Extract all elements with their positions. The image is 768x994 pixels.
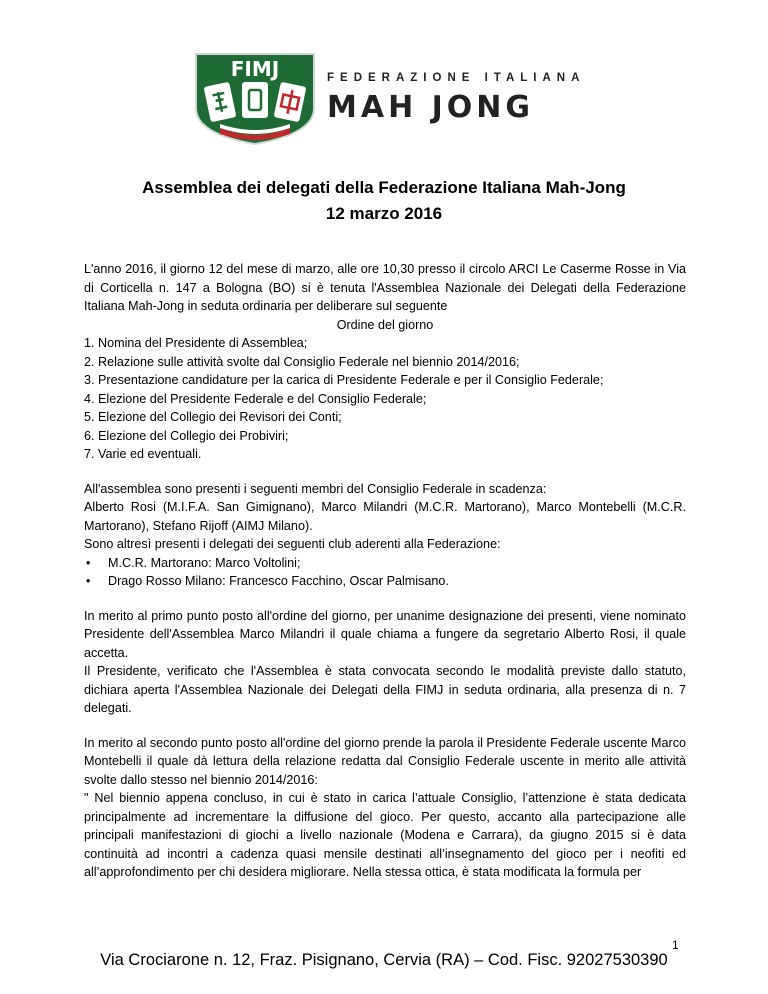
members-list: Alberto Rosi (M.I.F.A. San Gimignano), Marco Milandri (M.C.R. Martorano), Marco Montebelli (M.C.R. Martorano), Stefano Rijoff (AIMJ Milano). [84, 500, 686, 533]
logo-badge-text: FIMJ [230, 57, 280, 81]
first-point-paragraph: In merito al primo punto posto all'ordine del giorno, per unanime designazione dei presenti, viene nominato Presidente dell'Assemblea Marco Milandri il quale chiama a fungere da segretario Alberto Rosi, il quale accetta. [84, 608, 686, 660]
agenda-item: 5. Elezione del Collegio dei Revisori dei Conti; [84, 410, 342, 424]
agenda-item: 3. Presentazione candidature per la carica di Presidente Federale e per il Consiglio Federale; [84, 373, 604, 387]
list-item: • M.C.R. Martorano: Marco Voltolini; [84, 554, 686, 573]
logo-name: MAH JONG [327, 90, 535, 125]
agenda-item: 6. Elezione del Collegio dei Probiviri; [84, 428, 289, 443]
logo-subtitle: FEDERAZIONE ITALIANA [327, 72, 586, 84]
agenda-item: 1. Nomina del Presidente di Assemblea; [84, 336, 308, 350]
delegates-list [84, 554, 686, 591]
report-quote-paragraph: " Nel biennio appena concluso, in cui è stato in carica l’attuale Consiglio, l’attenzione è stata dedicata principalmente ad incrementare la diffusione del gioco. Per questo, accanto alla partecipazione alle principali manifestazioni di giochi a livello nazionale (Modena e Carrara), da giugno 2015 si è data continuità ad incontri a cadenza quasi mensile destinati all’insegnamento del gioco per i neofiti ed all’approfondimento per chi desidera migliorare. Nella stessa ottica, è stata modificata la formula per [84, 791, 686, 879]
agenda-item: 4. Elezione del Presidente Federale e del Consiglio Federale; [84, 391, 427, 406]
fimj-logo [190, 50, 586, 146]
members-intro: All'assemblea sono presenti i seguenti membri del Consiglio Federale in scadenza: [84, 481, 547, 496]
delegates-intro: Sono altresì presenti i delegati dei seguenti club aderenti alla Federazione: [84, 537, 501, 551]
document-title: Assemblea dei delegati della Federazione Italiana Mah-Jong [142, 178, 626, 197]
fimj-shield-emblem [190, 50, 320, 146]
list-item: • Drago Rosso Milano: Francesco Facchino, Oscar Palmisano. [84, 572, 686, 591]
page-footer: Via Crociarone n. 12, Fraz. Pisignano, Cervia (RA) – Cod. Fisc. 92027530390 [100, 951, 668, 969]
agenda-item: 7. Varie ed eventuali. [84, 447, 202, 461]
president-paragraph: Il Presidente, verificato che l'Assemblea è stata convocata secondo le modalità previste dallo statuto, dichiara aperta l'Assemblea Nazionale dei Delegati della FIMJ in seduta ordinaria, alla presenza di n. 7 delegati. [84, 664, 686, 715]
intro-paragraph: L'anno 2016, il giorno 12 del mese di marzo, alle ore 10,30 presso il circolo ARCI Le Caserme Rosse in Via di Corticella n. 147 a Bologna (BO) si è tenuta l'Assemblea Nazionale dei Delegati della Federazione Italiana Mah-Jong in seduta ordinaria per deliberare sul seguente [84, 262, 686, 313]
agenda-heading: Ordine del giorno [336, 317, 434, 332]
second-point-paragraph: In merito al secondo punto posto all'ordine del giorno prende la parola il Presidente Federale uscente Marco Montebelli il quale dà lettura della relazione redatta dal Consiglio Federale uscente in merito alle attività svolte dallo stesso nel biennio 2014/2016: [84, 735, 686, 787]
document-body [84, 260, 686, 882]
document-date: 12 marzo 2016 [325, 204, 443, 223]
page-number: 1 [672, 938, 679, 952]
agenda-item: 2. Relazione sulle attività svolte dal Consiglio Federale nel biennio 2014/2016; [84, 354, 520, 369]
